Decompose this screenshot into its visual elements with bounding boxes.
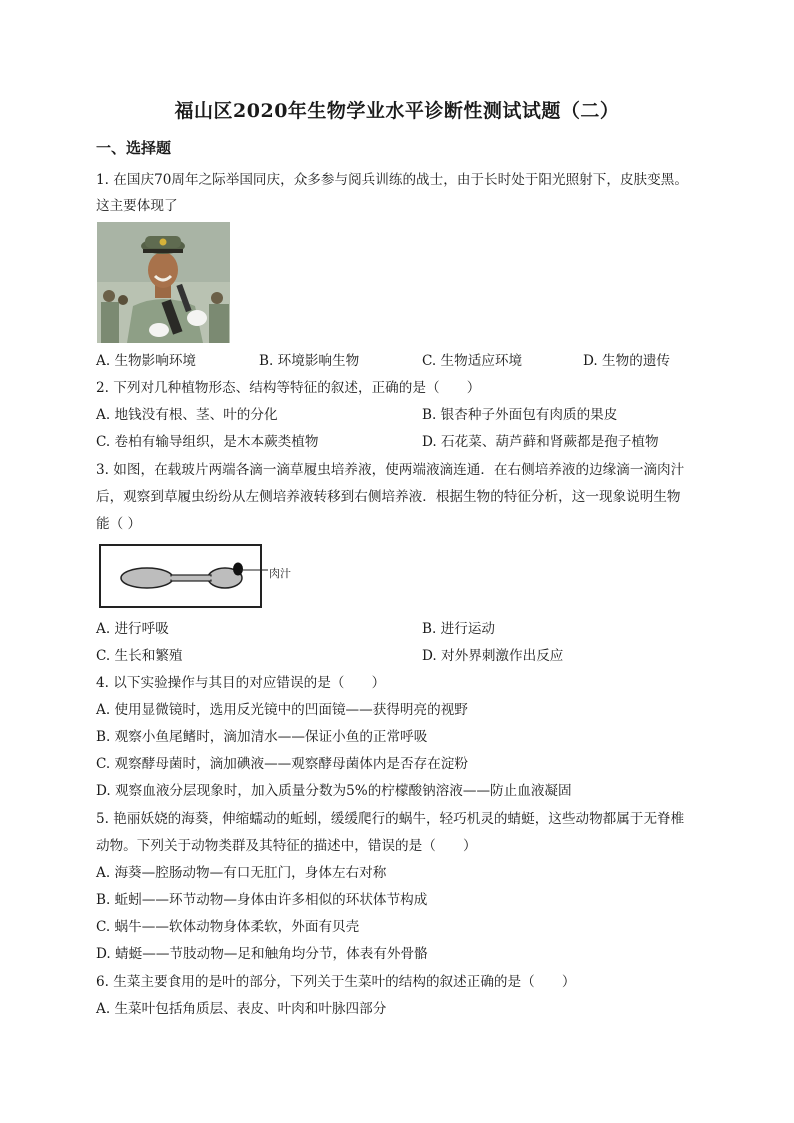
q3-option-b: B. 进行运动 xyxy=(422,621,496,637)
q5-stem-line1: 5. 艳丽妖娆的海葵，伸缩蠕动的蚯蚓，缓缓爬行的蜗牛，轻巧机灵的蜻蜓，这些动物都属于无脊椎 xyxy=(96,811,685,827)
q1-stem-line2: 这主要体现了 xyxy=(96,198,178,214)
q3-stem-line3: 能（ ） xyxy=(96,516,142,532)
q1-option-c: C. 生物适应环境 xyxy=(422,353,523,369)
q3-option-c: C. 生长和繁殖 xyxy=(96,648,183,664)
q5-option-d: D. 蜻蜓——节肢动物—足和触角均分节，体表有外骨骼 xyxy=(96,946,428,962)
q2-stem: 2. 下列对几种植物形态、结构等特征的叙述，正确的是（ ） xyxy=(96,380,481,396)
diagram-label-meat-juice: 肉汁 xyxy=(269,567,291,580)
q5-option-b: B. 蚯蚓——环节动物—身体由许多相似的环状体节构成 xyxy=(96,892,428,908)
q2-option-d: D. 石花菜、葫芦藓和肾蕨都是孢子植物 xyxy=(422,434,659,450)
section-heading: 一、选择题 xyxy=(96,139,172,157)
q3-option-d: D. 对外界刺激作出反应 xyxy=(422,648,564,664)
q1-option-d: D. 生物的遗传 xyxy=(583,353,671,369)
q4-option-d: D. 观察血液分层现象时，加入质量分数为5%的柠檬酸钠溶液——防止血液凝固 xyxy=(96,783,572,799)
q2-option-a: A. 地钱没有根、茎、叶的分化 xyxy=(96,407,278,423)
q5-stem-line2: 动物。下列关于动物类群及其特征的描述中，错误的是（ ） xyxy=(96,838,477,854)
diagram-pointer-line xyxy=(240,566,270,574)
slide-diagram xyxy=(99,544,262,608)
q6-option-a: A. 生菜叶包括角质层、表皮、叶肉和叶脉四部分 xyxy=(96,1001,387,1017)
q4-option-c: C. 观察酵母菌时，滴加碘液——观察酵母菌体内是否存在淀粉 xyxy=(96,756,468,772)
q2-option-b: B. 银杏种子外面包有肉质的果皮 xyxy=(422,407,618,423)
q1-stem-line1: 1. 在国庆70周年之际举国同庆，众多参与阅兵训练的战士，由于长时处于阳光照射下，皮肤变黑。 xyxy=(96,172,688,188)
q5-option-a: A. 海葵—腔肠动物—有口无肛门，身体左右对称 xyxy=(96,865,387,881)
q2-option-c: C. 卷柏有输导组织，是木本蕨类植物 xyxy=(96,434,319,450)
q4-option-b: B. 观察小鱼尾鳍时，滴加清水——保证小鱼的正常呼吸 xyxy=(96,729,428,745)
q3-option-a: A. 进行呼吸 xyxy=(96,621,169,637)
q4-option-a: A. 使用显微镜时，选用反光镜中的凹面镜——获得明亮的视野 xyxy=(96,702,468,718)
q3-stem-line1: 3. 如图，在载玻片两端各滴一滴草履虫培养液，使两端液滴连通．在右侧培养液的边缘滴一滴肉汁 xyxy=(96,462,685,478)
q5-option-c: C. 蜗牛——软体动物身体柔软，外面有贝壳 xyxy=(96,919,360,935)
q6-stem: 6. 生菜主要食用的是叶的部分，下列关于生菜叶的结构的叙述正确的是（ ） xyxy=(96,974,576,990)
paramecium-slide-drawing xyxy=(101,546,260,606)
q1-option-a: A. 生物影响环境 xyxy=(96,353,197,369)
q1-option-b: B. 环境影响生物 xyxy=(259,353,360,369)
exam-title: 福山区2020年生物学业水平诊断性测试试题（二） xyxy=(174,100,620,122)
soldier-photo-illustration xyxy=(97,222,230,343)
q4-stem: 4. 以下实验操作与其目的对应错误的是（ ） xyxy=(96,675,386,691)
q3-stem-line2: 后，观察到草履虫纷纷从左侧培养液转移到右侧培养液．根据生物的特征分析，这一现象说明生物 xyxy=(96,489,681,505)
soldier-photo xyxy=(97,222,230,343)
